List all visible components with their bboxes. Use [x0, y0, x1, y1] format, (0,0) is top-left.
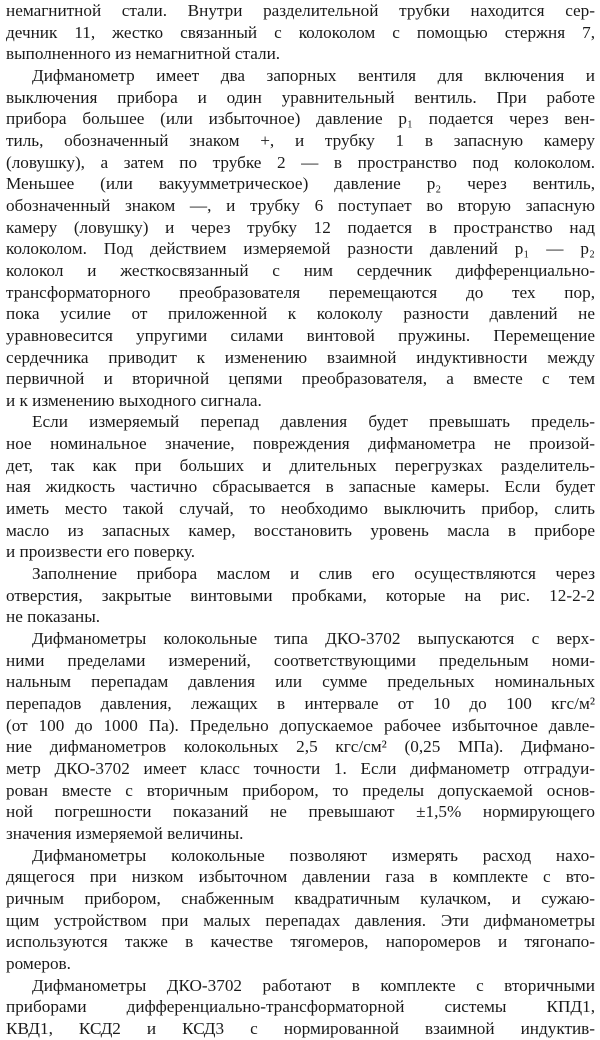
paragraph [6, 975, 595, 1040]
text-line: и к изменению выходного сигнала. [6, 390, 262, 410]
text-line: значения измеряемой величины. [6, 823, 244, 843]
text-line: обозначенный знаком —, и трубку 6 поступает во вторую запасную [6, 195, 595, 215]
text-line: Дифманометры ДКО-3702 работают в комплекте с вторичными [32, 975, 595, 995]
text-line: рован вместе с вторичным прибором, то пределы допускаемой основ- [6, 780, 595, 800]
text-line: тиль, обозначенный знаком +, и трубку 1 в запасную камеру [6, 130, 595, 150]
paragraph [6, 65, 595, 412]
text-line: дечник 11, жестко связанный с колоколом с помощью стержня 7, [6, 22, 595, 42]
text-line: ние дифманометров колокольных 2,5 кгс/см² (0,25 МПа). Дифмано- [6, 737, 595, 757]
paragraph [6, 628, 595, 845]
text-line: Дифманометры колокольные типа ДКО-3702 выпускаются с верх- [32, 629, 595, 649]
text-line: используются также в качестве тягомеров, напоромеров и тягонапо- [6, 932, 595, 952]
text-line: уравновесится упругими силами винтовой пружины. Перемещение [6, 325, 595, 345]
text-line: приборами дифференциально-трансформаторной системы КПД1, [6, 997, 595, 1017]
text-line: (от 100 до 1000 Па). Предельно допускаемое рабочее избыточное давле- [6, 715, 595, 735]
text-line: ной погрешности показаний не превышают ±1,5% нормирующего [6, 802, 595, 822]
text-line: Дифманометр имеет два запорных вентиля для включения и [32, 65, 595, 85]
text-line: ричным прибором, снабженным квадратичным кулачком, и сужаю- [6, 888, 595, 908]
text-line: ное номинальное значение, повреждения дифманометра не произой- [6, 434, 595, 454]
text-line: Заполнение прибора маслом и слив его осуществляются через [32, 564, 595, 584]
text-line: выполненного из немагнитной стали. [6, 44, 281, 64]
text-line: немагнитной стали. Внутри разделительной трубки находится сер- [6, 1, 595, 20]
text-line: Дифманометры колокольные позволяют измерять расход нахо- [32, 845, 595, 865]
text-line: нальным перепадам давления или сумме предельных номинальных [6, 672, 595, 692]
text-line: дет, так как при больших и длительных перегрузках разделитель- [6, 455, 595, 475]
text-line: (ловушку), а затем по трубке 2 — в пространство под колоколом. [6, 152, 595, 172]
text-line: ромеров. [6, 953, 71, 973]
text-line: камеру (ловушку) и через трубку 12 подается в пространство над [6, 217, 595, 237]
text-line: первичной и вторичной цепями преобразователя, а вместе с тем [6, 369, 595, 389]
text-line: не показаны. [6, 607, 101, 627]
text-line: прибора большее (или избыточное) давление p₁ подается через вен- [6, 109, 595, 129]
text-line: и произвести его поверку. [6, 542, 196, 562]
text-line: метр ДКО-3702 имеет класс точности 1. Если дифманометр отградуи- [6, 758, 595, 778]
text-line: КВД1, КСД2 и КСД3 с нормированной взаимной индуктив- [6, 1018, 595, 1038]
text-line: колоколом. Под действием измеряемой разности давлений p₁ — p₂ [6, 239, 595, 259]
paragraph [6, 845, 595, 975]
text-line: выключения прибора и один уравнительный вентиль. При работе [6, 87, 595, 107]
text-line: Меньшее (или вакуумметрическое) давление p₂ через вентиль, [6, 174, 595, 194]
text-line: ними пределами измерений, соответствующими предельным номи- [6, 650, 595, 670]
text-line: Если измеряемый перепад давления будет превышать предель- [32, 412, 595, 432]
text-line: щим устройством при малых перепадах давления. Эти дифманометры [6, 910, 595, 930]
text-line: перепадов давления, лежащих в интервале от 10 до 100 кгс/м² [6, 694, 595, 713]
text-line: трансформаторного преобразователя перемещаются до тех пор, [6, 282, 595, 302]
text-line: колокол и жесткосвязанный с ним сердечник дифференциально- [6, 260, 595, 280]
paragraph [6, 411, 595, 563]
text-line: сердечника приводит к изменению взаимной индуктивности между [6, 347, 595, 367]
paragraph [6, 563, 595, 628]
text-line: масло из запасных камер, восстановить уровень масла в приборе [6, 520, 595, 540]
text-line: иметь место такой случай, то необходимо выключить прибор, слить [6, 499, 595, 519]
text-line: дящегося при низком избыточном давлении газа в комплекте с вто- [6, 867, 595, 887]
text-line: отверстия, закрытые винтовыми пробками, которые на рис. 12-2-2 [6, 585, 595, 605]
paragraph [6, 0, 595, 65]
text-line: ная жидкость частично сбрасывается в запасные камеры. Если будет [6, 477, 595, 497]
text-line: пока усилие от приложенной к колоколу разности давлений не [6, 304, 595, 324]
